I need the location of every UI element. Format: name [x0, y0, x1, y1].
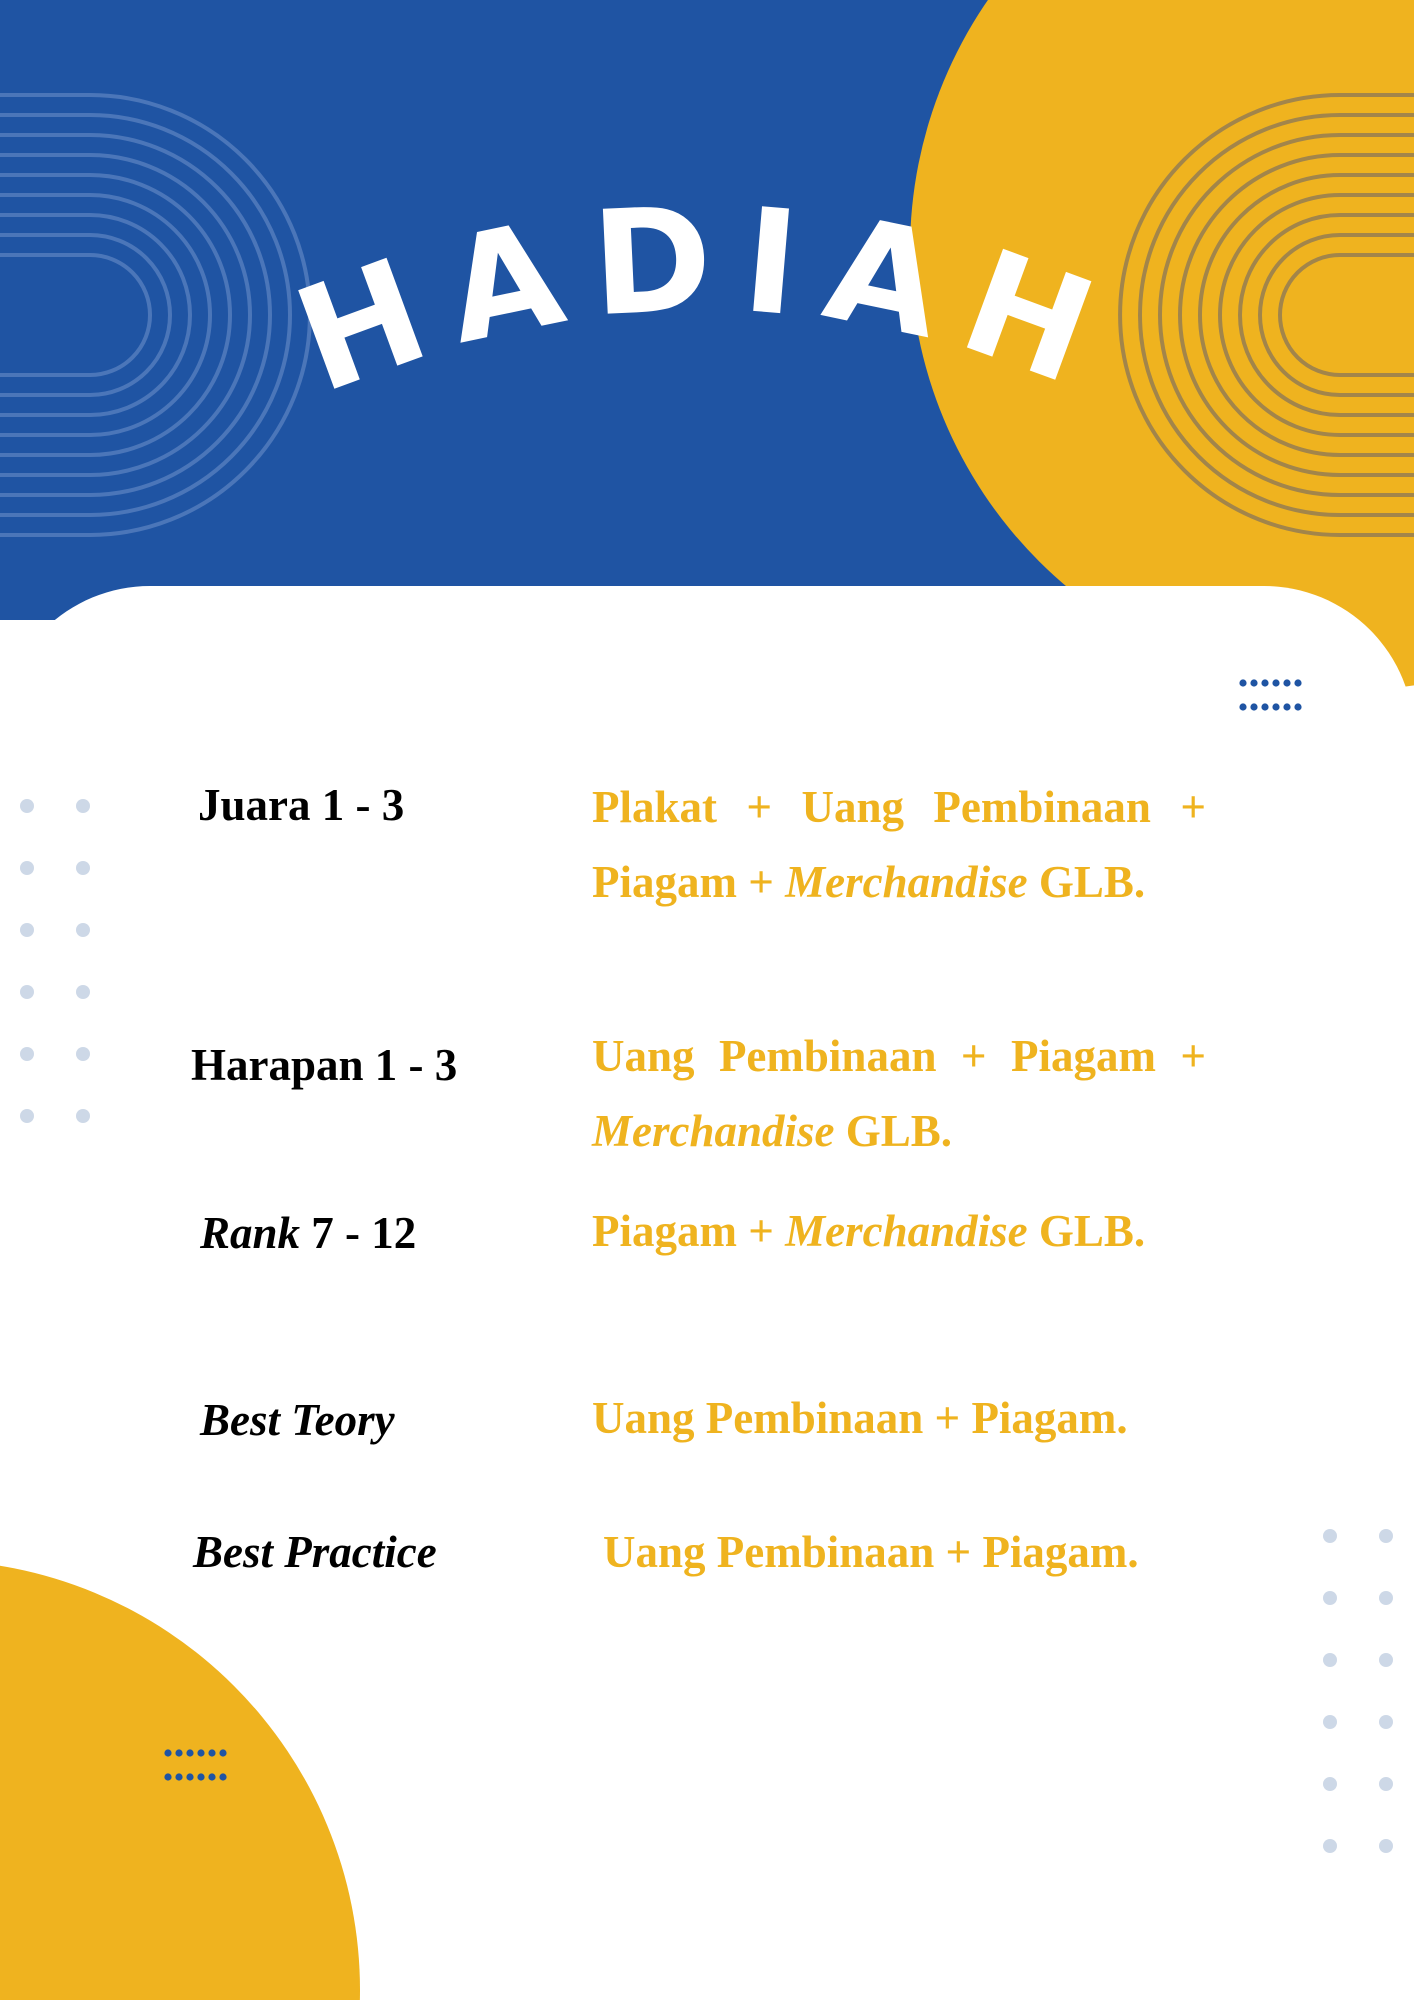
row-label-juara: Juara 1 - 3	[198, 780, 405, 830]
row-prize-best-practice: Uang Pembinaan + Piagam.	[603, 1527, 1139, 1577]
row-label-harapan: Harapan 1 - 3	[191, 1040, 458, 1090]
row-prize-rank: Piagam + Merchandise GLB.	[592, 1206, 1146, 1256]
page-title: HADIAH	[275, 173, 1139, 426]
row-label-rank: Rank 7 - 12	[200, 1208, 417, 1258]
blue-dots-top-right	[1239, 679, 1301, 710]
blue-dots-bottom-left	[164, 1749, 226, 1780]
row-label-best-teory: Best Teory	[200, 1395, 395, 1445]
row-prize-juara: Plakat + Uang Pembinaan + Piagam + Merchandise GLB.	[592, 782, 1206, 907]
row-label-best-practice: Best Practice	[193, 1527, 437, 1577]
light-dots-right	[1323, 1529, 1393, 1853]
row-prize-best-teory: Uang Pembinaan + Piagam.	[592, 1393, 1128, 1443]
row-prize-harapan: Uang Pembinaan + Piagam + Merchandise GLB.	[592, 1031, 1206, 1156]
light-dots-left	[20, 799, 90, 1123]
